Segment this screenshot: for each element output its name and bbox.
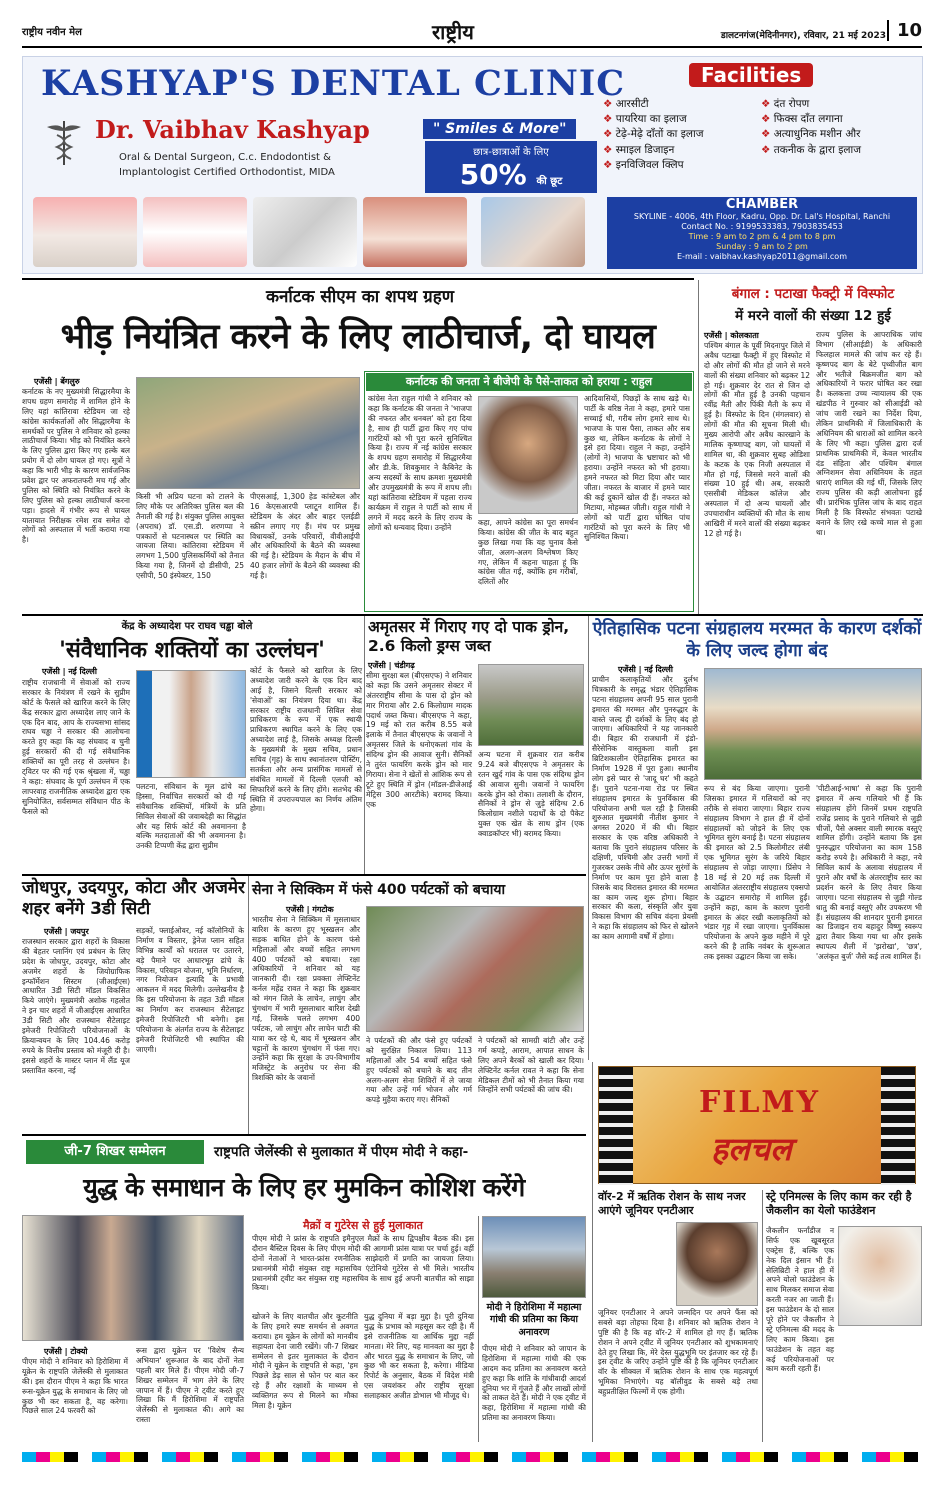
- story-headline: 'संवैधानिक शक्तियों का उल्लंघन': [59, 638, 325, 663]
- ad-chamber-address: SKYLINE - 4006, 4th Floor, Kadru, Opp. Dr. Lal's Hospital, Ranchi: [633, 212, 891, 221]
- story-body: कोर्ट के फैसले को खारिज के लिए अध्यादेश जारी करने के एक दिन बाद आई है, जिसने दिल्ली सरकार को 'सेवाओं' का नियंत्रण दिया था। केंद्र सरकार राष्ट्रीय राजधानी सिविल सेवा प्राधिकरण के रूप में एक स्थायी प्राधिकरण स्थापित करने के लिए एक अध्यादेश लाई है, जिसके अध्यक्ष दिल्ली के मुख्यमंत्री के मुख्य सचिव, प्रधान सचिव (गृह) के साथ स्थानांतरण पोस्टिंग, सतर्कता और अन्य प्रासंगिक मामलों से संबंधित मामलों में दिल्ली एलजी को सिफारिशें करने के लिए होंगे। सतभेद की स्थिति में उपराज्यपाल का निर्णय अंतिम होगा।: [250, 666, 362, 814]
- ad-clinic-name: KASHYAP'S DENTAL CLINIC: [41, 63, 626, 104]
- sikkim-photo: [366, 906, 584, 1032]
- ad-facility-item: ❖ अत्याधुनिक मशीन और: [761, 127, 911, 142]
- story-body: कर्नाटक के नए मुख्यमंत्री सिद्धारमैया के शपथ ग्रहण समारोह में शामिल होने के लिए यहां कांतिरावा स्टेडियम जा रहे कांग्रेस कार्यकर्ताओं और सिद्धारमैया के समर्थकों पर पुलिस ने शनिवार को हल्का लाठीचार्ज किया। भीड़ को नियंत्रित करने के लिए पुलिस द्वारा किए गए हल्के बल प्रयोग में दो लोग घायल हो गए। सूत्रों ने कहा कि भारी भीड़ के कारण सार्वजनिक प्रवेश द्वार पर अफरातफरी मच गई और पुलिस को स्थिति को नियंत्रित करने के लिए पुलिस को हल्का लाठीचार्ज करना पड़ा। हादसे में गंभीर रूप से घायल यातायात निरीक्षक रमेश राव समेत दो लोगों को अस्पताल में भर्ती कराया गया है।: [22, 387, 130, 545]
- raghav-photo: [136, 670, 246, 778]
- filmy-banner: [598, 1066, 916, 1184]
- story-headline: सेना ने सिक्किम में फंसे 400 पर्यटकों को बचाया: [252, 882, 506, 898]
- museum-photo: [704, 668, 922, 780]
- drone-photo: [478, 664, 584, 746]
- newspaper-logo: राष्ट्रीय नवीन मेल: [22, 27, 82, 38]
- ad-facility-item: ❖ दंत रोपण: [761, 97, 911, 112]
- ad-chamber-contact: Contact No. : 9199533383, 7903835453: [681, 222, 843, 231]
- ad-facility-item: ❖ तकनीक के द्वारा इलाज: [761, 143, 911, 158]
- story-body: प्राचीन कलाकृतियों और दुर्लभ चित्रकारी के समृद्ध भंडार ऐतिहासिक पटना संग्रहालय अपनी 95 साल पुरानी इमारत की मरम्मत और पुनरुद्धार के वास्ते जल्द ही दर्शकों के लिए बंद हो जाएगा। अधिकारियों ने यह जानकारी दी। बिहार की राजधानी में इंडो-सैरेसेनिक वास्तुकला वाली इस ब्रिटिशकालीन ऐतिहासिक इमारत का निर्माण 1928 में पूरा हुआ। स्थानीय लोग इसे प्यार से 'जादू घर' भी कहते हैं। पुराने पटना-गया रोड पर स्थित संग्रहालय इमारत के पुनर्विकास की परियोजना अभी चल रही है जिसकी शुरुआत मुख्यमंत्री नीतीश कुमार ने अगस्त 2020 में की थी। बिहार सरकार के एक वरिष्ठ अधिकारी ने बताया कि पुराने संग्रहालय परिसर के दक्षिणी, पश्चिमी और उत्तरी भागों में गुजरकर उसके नीचे और ऊपर सुरंगों के निर्माण पर काम पूरा होने वाला है जिसके बाद विरासत इमारत की मरम्मत का काम जल्द शुरू होगा। बिहार सरकार की कला, संस्कृति और युवा विकास विभाग की सचिव वंदना प्रेयसी ने कहा कि संग्रहालय को फिर से खोलने का काम आगामी वर्षों में होगा।: [592, 675, 698, 942]
- summit-kicker: राष्ट्रपति जेलेंस्की से मुलाकात में पीएम मोदी ने कहा-: [214, 1144, 469, 1160]
- filmy-title: FILMY: [699, 1085, 821, 1120]
- column-divider: [592, 1062, 593, 1442]
- story-kicker: कर्नाटक सीएम का शपथ ग्रहण: [265, 287, 455, 307]
- ad-facility-item: ❖ इनविजिवल क्लिप: [603, 158, 761, 173]
- dateline: डालटनगंज(मेदिनीनगर), रविवार, 21 मई 2023: [720, 31, 886, 41]
- ad-discount-value: [425, 158, 597, 191]
- story-body: रूस द्वारा यूक्रेन पर 'विशेष सैन्य अभियान' शुरूआत के बाद दोनों नेता पहली बार मिले हैं। पीएम मोदी जी-7 शिखर सम्मेलन में भाग लेने के लिए जापान में हैं। पीएम ने ट्वीट करते हुए लिखा कि मैं हिरोशिमा में राष्ट्रपति जेलेंस्की से मुलाकात की। आगे का रास्ता: [136, 1346, 244, 1425]
- rule: [22, 1134, 586, 1136]
- story-body: राष्ट्रीय राजधानी में सेवाओं को राज्य सरकार के नियंत्रण में रखने के सुप्रीम कोर्ट के फैसले को खारिज करने के लिए केंद्र सरकार द्वारा अध्यादेश लाए जाने के एक दिन बाद, आप के राज्यसभा सांसद राघव चड्ढा ने सरकार की आलोचना करते हुए कहा कि यह संघवाद व चुनी हुई सरकारों की दी गई संवैधानिक शक्तियों का पूरी तरह से उल्लंघन है। ट्विटर पर की गई एक श्रृंखला में, चड्ढा ने कहा: संघवाद के पूर्ण उल्लंघन में एक लापरवाह राजनीतिक अध्यादेश द्वारा एक सुनियोजित, सर्वसम्मत संविधान पीठ के फैसले को: [22, 678, 130, 816]
- story-body: राज्य पुलिस के आपराधिक जांच विभाग (सीआईडी) के अधिकारी फिलहाल मामले की जांच कर रहे हैं। कृष्णपद बाग के बेटे पृथ्वीजीत बाग और भतीजे बिक्रमजीत बाग को अधिकारियों ने फरार घोषित कर रखा है। कलकत्ता उच्च न्यायालय की एक खंडपीठ ने गुरुवार को सीआईडी को जांच जारी रखने का निर्देश दिया, लेकिन प्राथमिकी में जिलाधिकारी के अधिनियम की धाराओं को शामिल करने के लिए भी कहा। पुलिस द्वारा दर्ज प्राथमिक प्राथमिकी में, केवल भारतीय दंड संहिता और पश्चिम बंगाल अग्निशमन सेवा अधिनियम के तहत धाराएं शामिल की गई थीं, जिसके लिए राज्य पुलिस की कड़ी आलोचना हुई थी। प्रारंभिक पुलिस जांच के बाद राहत मिली है कि विस्फोट संभवतः पटाखे बनाने के लिए रखे कच्चे माल से हुआ था।: [816, 330, 922, 537]
- section-title: राष्ट्रीय: [432, 20, 474, 44]
- story-body: जूनियर एनटीआर ने अपने जन्मदिन पर अपने फैंस को सबसे बड़ा तोहफा दिया है। शनिवार को ऋतिक रोशन ने पुष्टि की है कि वह वॉर-2 में शामिल हो गए हैं। ऋतिक रोशन ने अपने ट्वीट में जूनियर एनटीआर को शुभकामनाएं देते हुए लिखा कि, मेरे देस्त युद्धभूमि पर इंतजार कर रहे हैं। इस ट्वीट के जरिए उन्होंने पुष्टि की है कि जूनियर एनटीआर वॉर के सीक्वल में ऋतिक रोशन के साथ एक महत्वपूर्ण भूमिका निभाएंगे। यह बॉलीवुड के सबसे बड़े तथा बहुप्रतीक्षित फिल्मों में एक होगी।: [598, 1308, 758, 1397]
- story-body: जैकलीन फर्नांडीज न सिर्फ एक खूबसूरत एक्ट्रेस हैं, बल्कि एक नेक दिल इंसान भी हैं। सेलिब्रिटी ने हाल ही में अपने योलो फाउंडेशन के साथ मिलकर समाज सेवा करती नजर आ जाती हैं। इस फाउंडेशन के दो साल पूरे होने पर जैकलीन ने स्ट्रे एनिमल्स की मदद के लिए काम किया। इस फाउंडेशन के तहत वह कई परियोजनाओं पर काम करती रहती हैं।: [766, 1226, 834, 1374]
- gandhi-headline: मोदी ने हिरोशिमा में महात्मा गांधी की प्रतिमा का किया अनावरण: [486, 1302, 582, 1338]
- filmy-headline: स्ट्रे एनिमल्स के लिए काम कर रही है जैकलीन का येलो फाउंडेशन: [766, 1190, 912, 1218]
- ad-qualifications: [119, 150, 399, 180]
- rahul-headline: कर्नाटक की जनता ने बीजेपी के पैसे-ताकत को हराया : राहुल: [366, 373, 692, 391]
- story-headline: अमृतसर में गिराए गए दो पाक ड्रोन, 2.6 किलो ड्रग्स जब्त: [368, 618, 570, 656]
- column-divider: [588, 616, 589, 1060]
- gandhi-statue-photo: [482, 1216, 586, 1298]
- rule: [22, 614, 923, 616]
- story-photo: [136, 377, 360, 489]
- summit-intro: पीएम मोदी ने फ्रांस के राष्ट्रपति इमैनुएल मैक्रों के साथ द्विपक्षीय बैठक की। इस दौरान बैस्टिल दिवस के लिए पीएम मोदी की आगामी फ्रांस यात्रा पर चर्चा हुई। वहीं दोनों नेताओं ने भारत-फ्रांस रणनीतिक साझेदारी में प्रगति का जायजा लिया। प्रधानमंत्री मोदी संयुक्त राष्ट्र महासचिव एंटोनियो गुटेरेस से भी मिले। भारतीय प्रधानमंत्री ट्वीट कर संयुक्त राष्ट्र महासचिव के साथ हुई अपनी बातचीत को साझा किया।: [252, 1234, 474, 1293]
- rule: [22, 278, 694, 280]
- story-body: 'पीटीआई-भाषा' से कहा कि पुरानी इमारत में अन्य गलियारे भी हैं कि संग्रहालय होंगे जिनमें प्रथम राष्ट्रपति राजेंद्र प्रसाद के पुराने गलियारे से जुड़ी चीजों, पैसे अक्सर वाली स्मारक वस्तुएं शामिल होंगी। उन्होंने बताया कि इस पुनरुद्धार परियोजना का काम 158 करोड़ रुपये है। अधिकारी ने कहा, नये सिविल कार्य के अलावा संग्रहालय में पुराने और वर्षों के अंतरराष्ट्रीय स्तर का प्रदर्शन करने के लिए तैयार किया जाएगा। पटना संग्रहालय से जुड़ी गोल्ड धातु की बनाई वस्तुएं और उपकरण भी हैं। संग्रहालय की शानदार पुरानी इमारत का डिजाइन राय बहादुर विष्णु स्वरूप द्वारा तैयार किया गया था और इसके स्थापत्य शैली में 'झरोखा', 'छत्र', 'अलंकृत बुर्ज' जैसे कई तत्व शामिल हैं।: [816, 784, 922, 962]
- story-body: आदिवासियों, पिछड़ों के साथ खड़े थे। पार्टी के वरिष्ठ नेता ने कहा, हमारे पास सच्चाई थी, गरीब लोग हमारे साथ थे। भाजपा के पास पैसा, ताकत और सब कुछ था, लेकिन कर्नाटक के लोगों ने इसे हरा दिया। राहुल ने कहा, उन्होंने (लोगों ने) भाजपा के भ्रष्टाचार को भी हराया। उन्होंने नफरत को भी हराया। हमने नफरत को मिटा दिया और प्यार जीता। नफरत के बाजार में हमने प्यार की कई दुकानें खोल दी हैं। नफरत को मिटाया, मोहब्बत जीती। राहुल गांधी ने लोगों को पार्टी द्वारा घोषित पांच गारंटियों को पूरा करने के लिए भी सुनिश्चित किया।: [584, 394, 690, 542]
- story-credit: एजेंसी | गंगटोक: [286, 905, 334, 914]
- story-body: पीएम मोदी ने शनिवार को जापान के हिरोशिमा में महात्मा गांधी की एक आदम कद प्रतिमा का अनावरण करते हुए कहा कि शांति के गांधीवादी आदर्श दुनिया भर में गूंजते हैं और लाखों लोगों को ताकत देते हैं। मोदी ने एक ट्वीट में कहा, हिरोशिमा में महात्मा गांधी की प्रतिमा का अनावरण किया।: [482, 1344, 586, 1423]
- story-kicker: केंद्र के अध्यादेश पर राघव चड्ढा बोले: [121, 621, 253, 632]
- story-credit: एजेंसी | टोक्यो: [44, 1347, 88, 1356]
- story-credit: एजेंसी | नई दिल्ली: [618, 665, 673, 674]
- dental-patient-image: [481, 197, 585, 267]
- page-number: 10: [887, 20, 922, 41]
- story-body: रूप से बंद किया जाएगा। पुरानी जिसका इमारत में गलियारों को नए तरीके से संवारा जाएगा। बिहार राज्य संग्रहालय विभाग ने हाल ही में दोनों संग्रहालयों को जोड़ने के लिए एक भूमिगत सुरंग बनाई है। पटना संग्रहालय की इमारत को 2.5 किलोमीटर लंबी एक भूमिगत सुरंग के जरिये बिहार संग्रहालय से जोड़ा जाएगा। प्रिंसेप ने 18 मई से 20 मई तक दिल्ली में आयोजित अंतरराष्ट्रीय संग्रहालय एक्सपो के उद्घाटन समारोह में शामिल हुईं। उन्होंने कहा, काम के कारण पुरानी इमारत के अंदर रखी कलाकृतियों को भंडार गृह में रखा जाएगा। पुनर्विकास परियोजना के अपने कुछ महीने में पूरे करने की है ताकि नवंबर के शुरूआत तक इसका उद्घाटन किया जा सके।: [704, 784, 810, 962]
- story-credit: एजेंसी | बेंगलुरु: [34, 377, 80, 386]
- story-headline: में मरने वालों की संख्या 12 हुई: [735, 308, 891, 324]
- ad-discount-percent: 50%: [459, 158, 527, 191]
- summit-headline: युद्ध के समाधान के लिए हर मुमकिन कोशिश करेंगे: [83, 1173, 525, 1202]
- film-strip-icon: [599, 1067, 633, 1185]
- ad-facility-item: ❖ स्माइल डिजाइन: [603, 143, 761, 158]
- column-divider: [364, 616, 365, 874]
- film-strip-icon: [881, 1067, 915, 1185]
- ad-discount-suffix: की छूट: [536, 176, 563, 187]
- ad-chamber-title: CHAMBER: [725, 197, 799, 212]
- ad-discount-box: [425, 141, 597, 193]
- ad-qualification-line: Implantologist Certified Orthodontist, MIDA: [119, 167, 335, 178]
- column-divider: [248, 876, 249, 1134]
- story-body: सीमा सुरक्षा बल (बीएसएफ) ने शनिवार को कहा कि उसने अमृतसर सेक्टर में अंतरराष्ट्रीय सीमा के पास दो ड्रोन को मार गिराया और 2.6 किलोग्राम मादक पदार्थ जब्त किया। बीएसएफ ने कहा, 19 मई को रात करीब 8.55 बजे इलाके में तैनात बीएसएफ के जवानों ने अमृतसर जिले के धनोएकलां गांव के संदिग्ध ड्रोन की आवाज सुनी। सैनिकों ने तुरंत फायरिंग करके ड्रोन को मार गिराया। सेना ने खेतों से आंशिक रूप से टूटे हुए स्थिति में ड्रोन (मॉडल-डीजेआई मेट्रिस 300 आरटीके) बरामद किया। एक: [366, 671, 472, 809]
- story-credit: एजेंसी | जयपुर: [44, 927, 89, 936]
- print-color-bar: [22, 1452, 923, 1462]
- column-divider: [478, 1216, 479, 1442]
- story-body: कहा, आपने कांग्रेस का पूरा समर्थन किया। कांग्रेस की जीत के बाद बहुत कुछ लिखा गया कि यह चुनाव कैसे जीता, अलग-अलग विश्लेषण किए गए, लेकिन मैं कहना चाहता हूं कि कांग्रेस जीत गई, क्योंकि हम गरीबों, दलितों और: [478, 518, 578, 587]
- ad-discount-label: छात्र-छात्राओं के लिए: [473, 147, 549, 158]
- story-body: खोजने के लिए बातचीत और कूटनीति के लिए हमारे स्पष्ट समर्थन से अवगत कराया। हम यूक्रेन के लोगों को मानवीय सहायता देना जारी रखेंगे। जी-7 शिखर सम्मेलन से इतर मुलाकात के दौरान मोदी ने यूक्रेन के राष्ट्रपति से कहा, 'हम पिछले डेढ़ साल से फोन पर बात कर रहे हैं और रक्षाशों के माध्यम से व्यक्तिगत रूप से मिलने का मौका मिला है। यूक्रेन: [252, 1312, 358, 1411]
- masthead: [22, 14, 922, 48]
- ntr-photo: [676, 1222, 758, 1306]
- summit-tag: जी-7 शिखर सम्मेलन: [26, 1140, 204, 1164]
- ad-chamber-time: Time : 9 am to 2 pm & 4 pm to 8 pm: [688, 232, 836, 241]
- summit-photo: [22, 1215, 244, 1341]
- story-body: किसी भी अप्रिय घटना को टालने के लिए मौके पर अतिरिक्त पुलिस बल की तैनाती की गई है। संयुक्त पुलिस आयुक्त (अपराध) डॉ. एस.डी. शरणप्पा ने पत्रकारों से घटनास्थल पर स्थिति का जायजा लिया। कांतिरावा स्टेडियम में लगभग 1,500 पुलिसकर्मियों को तैनात किया गया है, जिनमें दो डीसीपी, 25 एसीपी, 50 इंस्पेक्टर, 150: [136, 492, 244, 581]
- column-divider: [762, 1190, 763, 1442]
- ad-facilities-title: Facilities: [689, 63, 813, 87]
- ad-facility-item: ❖ पायरिया का इलाज: [603, 112, 761, 127]
- rahul-photo: [478, 396, 578, 514]
- ad-chamber-sunday: Sunday : 9 am to 2 pm: [716, 242, 808, 251]
- ad-chamber-email: E-mail : vaibhav.kashyap2011@gmail.com: [677, 252, 847, 261]
- story-body: पीएम मोदी ने शनिवार को हिरोशिमा में यूक्रेन के राष्ट्रपति जेलेंस्की से मुलाकात की। इस दौरान पीएम ने कहा कि भारत रूस-यूक्रेन युद्ध के समाधान के लिए जो कुछ भी कर सकता है, वह करेगा। पिछले साल 24 फरवरी को: [22, 1357, 128, 1416]
- story-body: युद्ध दुनिया में बड़ा मुद्दा है। पूरी दुनिया युद्ध के प्रभाव को महसूस कर रही है। मैं इसे राजनीतिक या आर्थिक मुद्दा नहीं मानता। मेरे लिए, यह मानवता का मुद्दा है और भारत युद्ध के समाधान के लिए, जो कुछ भी कर सकता है, करेगा। मीडिया रिपोर्ट के अनुसार, बैठक में विदेश मंत्री एस जयशंकर और राष्ट्रीय सुरक्षा सलाहकार अजीत डोभाल भी मौजूद थे।: [364, 1312, 474, 1401]
- story-headline: जोधपुर, उदयपुर, कोटा और अजमेर शहर बनेंगे 3डी सिटी: [22, 878, 245, 920]
- ad-qualification-line: Oral & Dental Surgeon, C.c. Endodontist &: [119, 152, 331, 163]
- story-body: अन्य घटना में शुक्रवार रात करीब 9.24 बजे बीएसएफ ने अमृतसर के रतन खुर्द गांव के पास एक संदिग्ध ड्रोन की आवाज सुनी। जवानों ने फायरिंग करके ड्रोन को रोका। तलाशी के दौरान, सैनिकों ने ड्रोन से जुड़े संदिग्ध 2.6 किलोग्राम नशीले पदार्थों के दो पैकेट युक्त एक खेत के साथ ड्रोन (एक क्वाडकॉप्टर भी) बरामद किया।: [478, 750, 584, 839]
- ad-chamber-box: [607, 197, 917, 269]
- story-body: भारतीय सेना ने सिक्किम में मूसलाधार बारिश के कारण हुए भूस्खलन और सड़क बाधित होने के कारण फंसे महिलाओं और बच्चों सहित लगभग 400 पर्यटकों को बचाया। रक्षा अधिकारियों ने शनिवार को यह जानकारी दी। रक्षा प्रवक्ता लेफ्टिनेंट कर्नल महेंद्र रावत ने कहा कि शुक्रवार को मंगन जिले के लाचेन, लाचुंग और चुंगथांग में भारी मूसलाधार बारिश देखी गई, जिसके चलते लगभग 400 पर्यटक, जो लाचुंग और लाचेन घाटी की यात्रा कर रहे थे, बाद में भूस्खलन और चट्टानों के कारण चुंगथांग में फंस गए। उन्होंने कहा कि सुरक्षा के उप-विभागीय मजिस्ट्रेट के अनुरोध पर सेना की त्रिशक्ति कोर के जवानों: [252, 915, 360, 1083]
- caduceus-icon: [39, 117, 89, 167]
- ad-facilities-list: [603, 97, 913, 173]
- story-body: ने पर्यटकों को सामग्री बांटी और उन्हें गर्म कपड़े, आराम, आपात साधन के लिए अपने बैरकों को खाली कर दिया। लेफ्टिनेंट कर्नल रावत ने कहा कि सेना मेडिकल टीमों को भी तैनात किया गया जिन्होंने सभी पर्यटकों की जांच की।: [478, 1036, 584, 1095]
- teeth-image: [143, 197, 247, 267]
- column-divider: [698, 280, 699, 614]
- story-body: पीएसआई, 1,300 हेड कांस्टेबल और 16 केएसआरपी प्लाटून शामिल हैं। स्टेडियम के अंदर और बाहर एलईडी स्क्रीन लगाए गए हैं। मंच पर प्रमुख विधायकों, उनके परिवारों, वीवीआईपी और अधिकारियों के बैठने की व्यवस्था की गई है। स्टेडियम के मैदान के बीच में 40 हजार लोगों के बैठने की व्यवस्था की गई है।: [250, 492, 360, 581]
- story-body: कांग्रेस नेता राहुल गांधी ने शनिवार को कहा कि कर्नाटक की जनता ने 'भाजपा की नफरत और धनबल' को हरा दिया है, साथ ही पार्टी द्वारा किए गए पांच गारंटियों को भी पूरा करने सुनिश्चित किया है। राज्य में नई कांग्रेस सरकार के शपथ ग्रहण समारोह में सिद्धारमैया और डी.के. शिवकुमार ने कैबिनेट के अन्य सदस्यों के साथ क्रमशः मुख्यमंत्री और उपमुख्यमंत्री के रूप में शपथ ली। यहां कांतिरावा स्टेडियम में पहला राज्य कार्यक्रम में राहुल ने पार्टी को साथ में लगने में मदद करने के लिए राज्य के लोगों को धन्यवाद दिया। उन्होंने: [368, 394, 472, 532]
- story-credit: एजेंसी | चंडीगढ़: [368, 661, 415, 670]
- dentures-image: [33, 197, 137, 267]
- filmy-subtitle: हलचल: [711, 1130, 792, 1168]
- story-kicker: बंगाल : पटाखा फैक्ट्री में विस्फोट: [731, 286, 895, 302]
- story-body: पश्चिम बंगाल के पूर्वी मिदनापुर जिले में अवैध पटाखा फैक्ट्री में हुए विस्फोट में दो और लोगों की मौत हो जाने से मरने वालों की संख्या शनिवार को बढ़कर 12 हो गई। शुक्रवार देर रात से जिन दो लोगों की मौत हुई है उनकी पहचान रवींद्र मैती और पिंकी मैती के रूप में हुई है। विस्फोट के दिन (मंगलवार) से लोगों की मौत की सूचना मिली थी। मुख्य आरोपी और अवैध कारखाने के मालिक कृष्णापद्द बाग, जो घायलों में शामिल था, की शुक्रवार सुबह ओडिशा के कटक के एक निजी अस्पताल में मौत हो गई, जिससे मरने वालों की संख्या 10 हुई थी। अब, सरकारी एससीबी मेडिकल कॉलेज और अस्पताल में दो अन्य घायलों और उपचाराधीन व्यक्तियों की मौत के साथ आखिरी में मरने वालों की संख्या बढ़कर 12 हो गई है।: [704, 341, 810, 538]
- ad-facility-item: ❖ फिक्स दाँत लगाना: [761, 112, 911, 127]
- summit-subhead: मैक्रों व गुटेरेस से हुई मुलाकात: [303, 1219, 423, 1232]
- story-credit: एजेंसी | कोलकाता: [704, 331, 759, 340]
- filmy-headline: वॉर-2 में ऋतिक रोशन के साथ नजर आएंगे जूनियर एनटीआर: [598, 1190, 746, 1218]
- story-body: ने पर्यटकों की और फंसे हुए पर्यटकों को सुरक्षित निकाल लिया। 113 महिलाओं और 54 बच्चों सहित फंसे हुए पर्यटकों को बचाने के बाद तीन अलग-अलग सेना शिविरों में ले जाया गया और उन्हें गर्म भोजन और गर्म कपड़े मुहैया कराए गए। सैनिकों: [366, 1036, 472, 1105]
- smile-image: [363, 197, 467, 267]
- implant-image: [253, 197, 357, 267]
- dental-clinic-ad: [22, 56, 923, 274]
- rule: [22, 874, 586, 876]
- story-credit: एजेंसी | नई दिल्ली: [42, 667, 97, 676]
- story-headline: भीड़ नियंत्रित करने के लिए लाठीचार्ज, दो घायल: [60, 317, 656, 357]
- ad-facility-item: ❖ आरसीटी: [603, 97, 761, 112]
- ad-tagline: " Smiles & More": [423, 119, 576, 139]
- story-body: राजस्थान सरकार द्वारा शहरों के विकास की बेहतर प्लानिंग एवं प्रबंधन के लिए प्रदेश के जोधपुर, उदयपुर, कोटा और अजमेर शहरों के जियोग्राफिक इन्फॉर्मेशन सिस्टम (जीआईएस) आधारित 3डी सिटी मॉडल विकसित किये जाएंगे। मुख्यमंत्री अशोक गहलोत ने इन चार शहरों में जीआईएस आधारित 3डी सिटी और राजस्थान सैटेलाइट इमेजरी रिपोजिटरी परियोजनाओं के क्रियान्वयन के लिए 104.46 करोड़ रुपये के वित्तीय प्रस्ताव को मंजूरी दी है। इससे शहरों के मास्टर प्लान में लैंड यूज प्रस्तावित करना, नई: [22, 937, 130, 1075]
- ad-doctor-name: Dr. Vaibhav Kashyap: [95, 115, 370, 144]
- jacqueline-photo: [838, 1226, 922, 1326]
- story-body: सड़कों, फ्लाईओवर, नई कॉलोनियों के निर्माण व विस्तार, ड्रेनेज प्लान सहित विभिन्न कार्यों को धरातल पर उतारने, बड़े पैमाने पर आधारभूत ढांचे के विकास, परिवहन योजना, भूमि निर्धारण, नगर नियोजन इत्यादि के प्रभावी आकलन में मदद मिलेगी। उल्लेखनीय है कि इस परियोजना के तहत 3डी मॉडल का निर्माण कर राजस्थान सैटेलाइट इमेजरी रिपोजिटरी भी बनेगी। इस परियोजना के अंतर्गत राज्य के सैटेलाइट इमेजरी रिपोजिटरी भी स्थापित की जाएगी।: [136, 926, 244, 1054]
- story-body: पलटना, संविधान के मूल ढांचे का हिस्सा, निर्वाचित सरकारों को दी गई संवैधानिक शक्तियों, मंत्रियों के प्रति सिविल सेवाओं की जवाबदेही का सिद्धांत और यह सिर्फ कोर्ट की अवमानना है बल्कि मतदाताओं की भी अवमानना है। उनकी टिप्पणी केंद्र द्वारा सुप्रीम: [136, 782, 246, 851]
- story-headline: ऐतिहासिक पटना संग्रहालय मरम्मत के कारण दर्शकों के लिए जल्द होगा बंद: [592, 619, 922, 662]
- ad-facility-item: ❖ टेढ़े-मेढ़े दाँतों का इलाज: [603, 127, 761, 142]
